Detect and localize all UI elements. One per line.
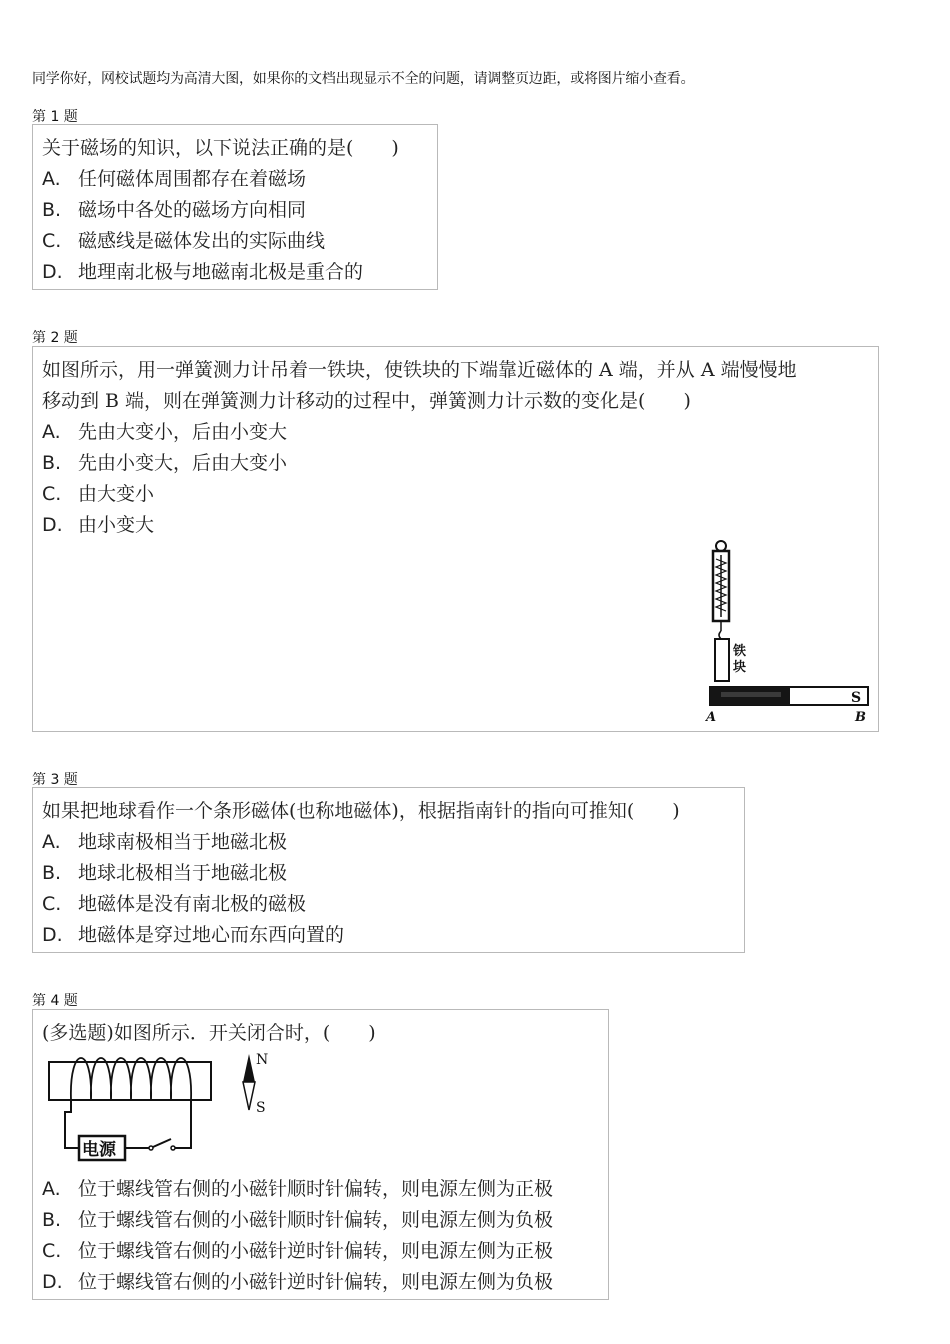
option-text: 位于螺线管右侧的小磁针逆时针偏转，则电源左侧为负极 xyxy=(78,1271,554,1293)
question-4-option-c[interactable] xyxy=(42,1236,553,1263)
option-letter: D. xyxy=(42,514,63,536)
switch xyxy=(125,1139,175,1150)
spring-scale-magnet-figure xyxy=(701,539,877,725)
question-2-stem-line-1: 如图所示，用一弹簧测力计吊着一铁块，使铁块的下端靠近磁体的 A 端，并从 A 端慢慢地 xyxy=(42,359,797,381)
option-letter: C. xyxy=(42,893,62,915)
option-letter: B. xyxy=(42,452,62,474)
question-4-option-b[interactable] xyxy=(42,1205,553,1232)
option-letter: C. xyxy=(42,483,62,505)
question-3-option-a[interactable] xyxy=(42,827,287,854)
needle-s-label: S xyxy=(256,1100,266,1116)
question-1-option-b[interactable] xyxy=(42,195,306,222)
option-letter: A. xyxy=(42,831,61,853)
bar-magnet xyxy=(710,687,868,705)
question-3-option-c[interactable] xyxy=(42,889,306,916)
option-text: 由小变大 xyxy=(78,514,155,536)
question-4-option-d[interactable] xyxy=(42,1267,553,1294)
option-text: 位于螺线管右侧的小磁针顺时针偏转，则电源左侧为负极 xyxy=(78,1209,554,1231)
option-text: 地理南北极与地磁南北极是重合的 xyxy=(78,261,364,283)
iron-label-1: 铁 xyxy=(733,644,747,659)
magnet-end-b: B xyxy=(855,710,866,725)
option-text: 地磁体是没有南北极的磁极 xyxy=(78,893,307,915)
option-letter: B. xyxy=(42,862,62,884)
question-2-box xyxy=(32,346,879,732)
option-text: 位于螺线管右侧的小磁针逆时针偏转，则电源左侧为正极 xyxy=(78,1240,554,1262)
option-letter: C. xyxy=(42,1240,62,1262)
option-text: 位于螺线管右侧的小磁针顺时针偏转，则电源左侧为正极 xyxy=(78,1178,554,1200)
compass-needle xyxy=(243,1054,255,1110)
option-letter: D. xyxy=(42,924,63,946)
option-letter: B. xyxy=(42,1209,62,1231)
option-text: 任何磁体周围都存在着磁场 xyxy=(78,168,307,190)
question-3-label: 第 3 题 xyxy=(32,772,78,788)
option-text: 地球南极相当于地磁北极 xyxy=(78,831,288,853)
option-text: 先由小变大，后由大变小 xyxy=(78,452,288,474)
power-source-label: 电源 xyxy=(82,1140,116,1160)
question-2-option-b[interactable] xyxy=(42,448,287,475)
option-letter: A. xyxy=(42,168,61,190)
option-letter: D. xyxy=(42,1271,63,1293)
option-letter: D. xyxy=(42,261,63,283)
solenoid xyxy=(49,1058,211,1100)
option-letter: C. xyxy=(42,230,62,252)
question-2-option-c[interactable] xyxy=(42,479,154,506)
question-1-option-a[interactable] xyxy=(42,164,306,191)
option-text: 磁感线是磁体发出的实际曲线 xyxy=(78,230,326,252)
page-notice: 同学你好，网校试题均为高清大图，如果你的文档出现显示不全的问题，请调整页边距，或将图片缩小查看。 xyxy=(32,71,695,87)
option-text: 地球北极相当于地磁北极 xyxy=(78,862,288,884)
question-1-option-c[interactable] xyxy=(42,226,325,253)
question-2-label: 第 2 题 xyxy=(32,330,78,346)
spring-scale xyxy=(713,541,729,639)
option-letter: B. xyxy=(42,199,62,221)
iron-block xyxy=(715,639,729,681)
question-1-label: 第 1 题 xyxy=(32,109,78,125)
question-4-stem: (多选题)如图所示．开关闭合时，( ) xyxy=(42,1022,376,1044)
question-2-stem-line-2: 移动到 B 端，则在弹簧测力计移动的过程中，弹簧测力计示数的变化是( ) xyxy=(42,390,691,412)
option-text: 地磁体是穿过地心而东西向置的 xyxy=(78,924,345,946)
option-text: 先由大变小，后由小变大 xyxy=(78,421,288,443)
question-3-stem: 如果把地球看作一个条形磁体(也称地磁体)，根据指南针的指向可推知( ) xyxy=(42,800,680,822)
magnet-s-label: S xyxy=(851,690,862,706)
iron-label-2: 块 xyxy=(733,660,747,675)
question-4-box xyxy=(32,1009,609,1300)
question-1-stem: 关于磁场的知识，以下说法正确的是( ) xyxy=(42,137,399,159)
question-3-box xyxy=(32,787,745,953)
option-letter: A. xyxy=(42,421,61,443)
question-4-label: 第 4 题 xyxy=(32,993,78,1009)
solenoid-circuit-figure xyxy=(45,1048,285,1168)
question-4-option-a[interactable] xyxy=(42,1174,553,1201)
option-letter: A. xyxy=(42,1178,61,1200)
question-1-box xyxy=(32,124,438,290)
needle-n-label: N xyxy=(256,1052,269,1068)
option-text: 由大变小 xyxy=(78,483,155,505)
question-2-option-a[interactable] xyxy=(42,417,287,444)
question-1-option-d[interactable] xyxy=(42,257,363,284)
question-2-option-d[interactable] xyxy=(42,510,154,537)
question-3-option-b[interactable] xyxy=(42,858,287,885)
magnet-end-a: A xyxy=(706,710,717,725)
option-text: 磁场中各处的磁场方向相同 xyxy=(78,199,307,221)
question-3-option-d[interactable] xyxy=(42,920,344,947)
